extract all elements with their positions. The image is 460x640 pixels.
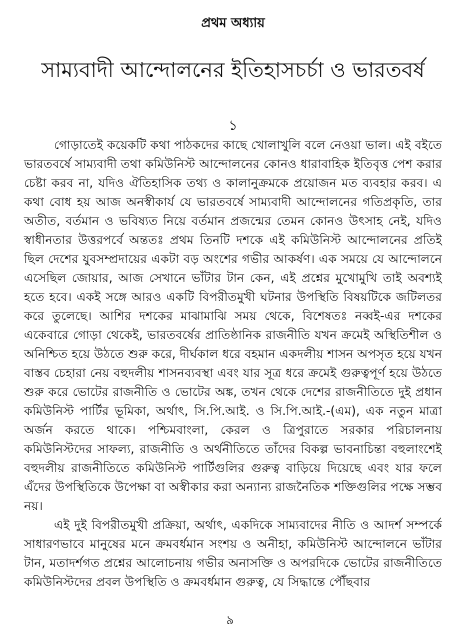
chapter-heading: প্রথম অধ্যায় — [201, 16, 265, 31]
section-number: ১ — [228, 118, 238, 134]
chapter-title: সাম্যবাদী আন্দোলনের ইতিহাসচর্চা ও ভারতবর্ষ — [41, 58, 425, 82]
page-number: ৯ — [226, 613, 234, 627]
paragraph: এই দুই বিপরীতমুখী প্রক্রিয়া, অর্থাৎ, একদিকে সাম্যবাদের নীতি ও আদর্শ সম্পর্কে সাধারণভাবে মানুষের মনে ক্রমবর্ধমান সংশয় ও অনীহা, কমিউনিস্ট আন্দোলনে ভাঁটার টান, মতাদর্শগত প্রশ্নের আলোচনায় গভীর অনাসক্তি ও অপরদিকে ভোটের রাজনীতিতে কমিউনিস্টদের প্রবল উপস্থিতি ও ক্রমবর্ধমান গুরুত্ব, যে সিদ্ধান্তে পৌঁছবার — [24, 518, 442, 589]
body-text — [24, 136, 442, 592]
paragraph: গোড়াতেই কয়েকটি কথা পাঠকদের কাছে খোলাখুলি বলে নেওয়া ভাল। এই বইতে ভারতবর্ষে সাম্যবাদী তথা কমিউনিস্ট আন্দোলনের কোনও ধারাবাহিক ইতিবৃত্ত পেশ করার চেষ্টা করব না, যদিও ঐতিহাসিক তথ্য ও কালানুক্রমকে প্রয়োজন মত ব্যবহার করব। এ কথা বোধ হয় আজ অনস্বীকার্য যে ভারতবর্ষে সাম্যবাদী আন্দোলনের গতিপ্রকৃতি, তার অতীত, বর্তমান ও ভবিষ্যত নিয়ে বর্তমান প্রজন্মের তেমন কোনও উৎসাহ নেই, যদিও স্বাধীনতার উত্তরপর্বে অন্ততঃ প্রথম তিনটি দশকে এই কমিউনিস্ট আন্দোলনের প্রতিই ছিল দেশের যুবসম্প্রদায়ের একটা বড় অংশের গভীর আকর্ষণ। এক সময়ে যে আন্দোলনে এসেছিল জোয়ার, আজ সেখানে ভাঁটার টান কেন, এই প্রশ্নের মুখোমুখি তাই অবশ্যই হতে হবে। একই সঙ্গে আরও একটি বিপরীতমুখী ঘটনার উপস্থিতি বিষয়টিকে জটিলতর করে তুলেছে। আশির দশকের মাঝামাঝি সময় থেকে, বিশেষতঃ নব্বই-এর দশকের একেবারে গোড়া থেকেই, ভারতবর্ষের প্রাতিষ্ঠানিক রাজনীতি যখন ক্রমেই অস্থিতিশীল ও অনিশ্চিত হয়ে উঠতে শুরু করে, দীর্ঘকাল ধরে বহমান একদলীয় শাসন অপসৃত হয়ে যখন বাস্তব চেহারা নেয় বহুদলীয় শাসনব্যবস্থা এবং যার সূত্র ধরে ক্রমেই গুরুত্বপূর্ণ হয়ে উঠতে শুরু করে ভোটের রাজনীতি ও ভোটের অঙ্ক, তখন থেকে দেশের রাজনীতিতে দুই প্রধান কমিউনিস্ট পার্টির ভূমিকা, অর্থাৎ, সি.পি.আই. ও সি.পি.আই.-(এম), এক নতুন মাত্রা অর্জন করতে থাকে। পশ্চিমবাংলা, কেরল ও ত্রিপুরাতে সরকার পরিচালনায় কমিউনিস্টদের সাফল্য, রাজনীতি ও অর্থনীতিতে তাঁদের বিকল্প ভাবনাচিন্তা বহুলাংশেই বহুদলীয় রাজনীতিতে কমিউনিস্ট পার্টিগুলির গুরুত্ব বাড়িয়ে দিয়েছে এবং যার ফলে এঁদের উপস্থিতিকে উপেক্ষা বা অস্বীকার করা অন্যান্য রাজনৈতিক শক্তিগুলির পক্ষে সম্ভব নয়। — [24, 138, 442, 513]
